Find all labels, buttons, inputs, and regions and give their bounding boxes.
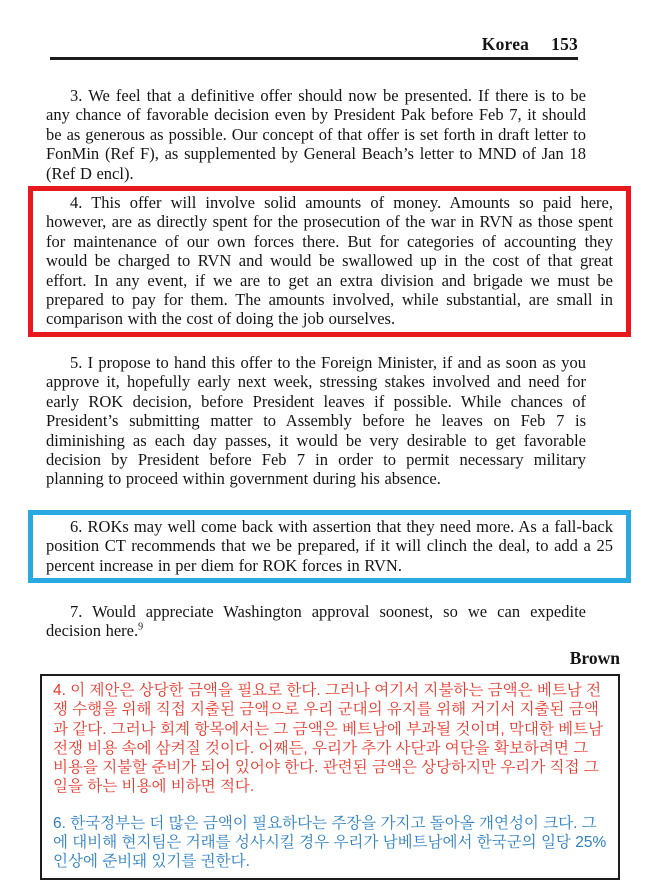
paragraph-5: 5. I propose to hand this offer to the Foreign Minister, if and as soon as you approve it, hopefully early next week, stressing stakes involved and need for early ROK decision, before President leaves if possible. While chances of President’s submitting matter to Assembly before he leaves on Feb 7 is diminishing as each day passes, it would be very desirable to get favorable decision by President before Feb 7 in order to permit necessary military planning to proceed within government during his absence. [46,353,586,489]
translation-paragraph-4: 4. 이 제안은 상당한 금액을 필요로 한다. 그러나 여기서 지불하는 금액은 베트남 전쟁 수행을 위해 직접 지출된 금액으로 우리 군대의 유지를 위해 거기서 지출된 금액과 같다. 그러나 회계 항목에서는 그 금액은 베트남에 부과될 것이며, 막대한 베트남 전쟁 비용 속에 삼켜질 것이다. 어째든, 우리가 추가 사단과 여단을 확보하려면 그 비용을 지불할 준비가 되어 있어야 한다. 관련된 금액은 상당하지만 우리가 직접 그 일을 하는 비용에 비하면 적다. [53,682,604,796]
signature: Brown [569,648,620,668]
translation-paragraph-6: 6. 한국정부는 더 많은 금액이 필요하다는 주장을 가지고 돌아올 개연성이 크다. 그에 대비해 현지팀은 거래를 성사시킬 경우 우리가 남베트남에서 한국군의 일당 25% 인상에 준비돼 있기를 권한다. [53,814,607,871]
header-rule [50,57,578,60]
red-highlight-box [28,186,631,337]
footnote-marker: 9 [138,621,144,633]
running-header [482,34,578,55]
paragraph-3: 3. We feel that a definitive offer should now be presented. If there is to be any chance of favorable decision even by President Pak before Feb 7, it should be as generous as possible. Our concept of that offer is set forth in draft letter to FonMin (Ref F), as supplemented by General Beach’s letter to MND of Jan 18 (Ref D encl). [46,86,586,183]
paragraph-7 [46,602,586,641]
translation-box [40,674,620,880]
paragraph-7-text: 7. Would appreciate Washington approval soonest, so we can expedite decision here. [46,602,586,641]
blue-highlight-box [28,510,631,583]
paragraph-6: 6. ROKs may well come back with assertion that they need more. As a fall-back position CT recommends that we be prepared, if it will clinch the deal, to add a 25 percent increase in per diem for ROK forces in RVN. [46,517,613,575]
page-number: 153 [551,34,578,54]
paragraph-4: 4. This offer will involve solid amounts of money. Amounts so paid here, however, are as directly spent for the prosecution of the war in RVN as those spent for maintenance of our own forces there. But for categories of accounting they would be charged to RVN and would be swallowed up in the cost of that great effort. In any event, if we are to get an extra division and brigade we must be prepared to pay for them. The amounts involved, while substantial, are small in comparison with the cost of doing the job ourselves. [46,193,613,329]
running-header-title: Korea [481,34,530,54]
